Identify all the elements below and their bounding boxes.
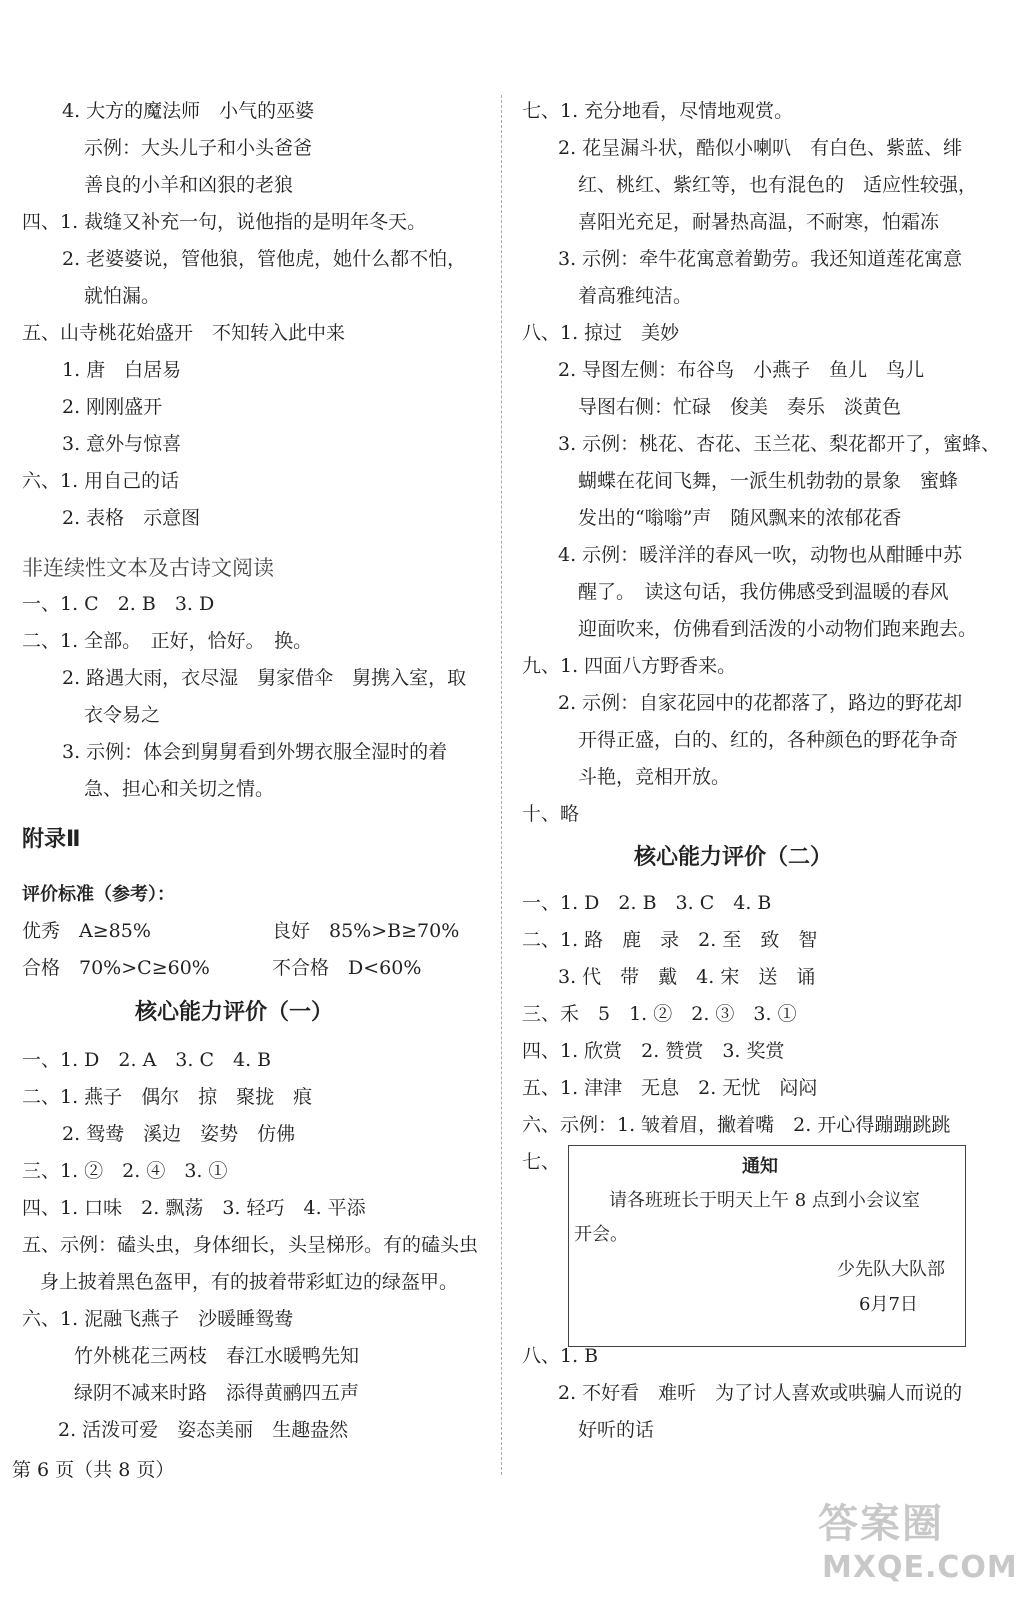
answer-line: 2. 导图左侧：布谷鸟 小燕子 鱼儿 鸟儿 bbox=[558, 359, 925, 381]
answer-line: 五、山寺桃花始盛开 不知转入此中来 bbox=[22, 322, 346, 344]
answer-line: 六、1. 用自己的话 bbox=[22, 470, 180, 492]
answer-line: 二、1. 路 鹿 录 2. 至 致 智 bbox=[522, 929, 818, 951]
answer-line: 蝴蝶在花间飞舞，一派生机勃勃的景象 蜜蜂 bbox=[578, 470, 959, 492]
grade-good: 良好 85%>B≥70% bbox=[272, 920, 460, 942]
answer-line: 3. 示例：体会到舅舅看到外甥衣服全湿时的着 bbox=[62, 741, 448, 763]
appendix-heading: 附录Ⅱ bbox=[22, 827, 81, 852]
column-divider bbox=[501, 95, 502, 1475]
answer-line: 身上披着黑色盔甲，有的披着带彩虹边的绿盔甲。 bbox=[40, 1271, 459, 1293]
answer-line: 三、禾 5 1. ② 2. ③ 3. ① bbox=[522, 1003, 797, 1025]
answer-line: 急、担心和关切之情。 bbox=[84, 778, 275, 800]
answer-line: 一、1. D 2. B 3. C 4. B bbox=[522, 892, 772, 914]
grade-fail: 不合格 D<60% bbox=[272, 957, 422, 979]
answer-line: 一、1. C 2. B 3. D bbox=[22, 593, 215, 615]
notice-date: 6月7日 bbox=[859, 1294, 918, 1315]
notice-signature: 少先队大队部 bbox=[837, 1259, 945, 1280]
answer-line: 七、 bbox=[522, 1151, 561, 1173]
answer-line: 示例：大头儿子和小头爸爸 bbox=[84, 137, 313, 159]
standard-heading: 评价标准（参考）： bbox=[22, 884, 175, 905]
answer-line: 四、1. 裁缝又补充一句，说他指的是明年冬天。 bbox=[22, 211, 427, 233]
answer-line: 发出的“嗡嗡”声 随风飘来的浓郁花香 bbox=[578, 507, 902, 529]
answer-line: 八、1. B bbox=[522, 1345, 599, 1367]
answer-line: 2. 不好看 难听 为了讨人喜欢或哄骗人而说的 bbox=[558, 1382, 963, 1404]
notice-body-line: 开会。 bbox=[574, 1224, 628, 1245]
watermark-logo bbox=[818, 1492, 1018, 1592]
answer-line: 3. 示例：牵牛花寓意着勤劳。我还知道莲花寓意 bbox=[558, 248, 963, 270]
answer-line: 红、桃红、紫红等，也有混色的 适应性较强， bbox=[578, 174, 978, 196]
answer-line: 2. 活泼可爱 姿态美丽 生趣盎然 bbox=[58, 1419, 349, 1441]
answer-line: 五、1. 津津 无息 2. 无忧 闷闷 bbox=[522, 1077, 818, 1099]
section-heading: 非连续性文本及古诗文阅读 bbox=[22, 556, 274, 580]
answer-line: 1. 唐 白居易 bbox=[62, 359, 182, 381]
answer-line: 九、1. 四面八方野香来。 bbox=[522, 655, 737, 677]
answer-line: 导图右侧：忙碌 俊美 奏乐 淡黄色 bbox=[578, 396, 902, 418]
answer-line: 衣令易之 bbox=[84, 704, 161, 726]
answer-line: 十、略 bbox=[522, 803, 580, 825]
answer-line: 四、1. 口味 2. 飘荡 3. 轻巧 4. 平添 bbox=[22, 1197, 366, 1219]
notice-body-line: 请各班班长于明天上午 8 点到小会议室 bbox=[609, 1190, 920, 1211]
answer-line: 2. 鸳鸯 溪边 姿势 仿佛 bbox=[62, 1123, 296, 1145]
answer-line: 2. 老婆婆说，管他狼，管他虎，她什么都不怕， bbox=[62, 248, 467, 270]
notice-title: 通知 bbox=[742, 1156, 778, 1177]
grade-pass: 合格 70%>C≥60% bbox=[22, 957, 210, 979]
answer-line: 竹外桃花三两枝 春江水暖鸭先知 bbox=[74, 1345, 360, 1367]
notice-box bbox=[568, 1145, 966, 1347]
answer-line: 二、1. 全部。 正好，恰好。 换。 bbox=[22, 630, 313, 652]
answer-line: 2. 示例：自家花园中的花都落了，路边的野花却 bbox=[558, 692, 963, 714]
answer-line: 六、示例：1. 皱着眉，撇着嘴 2. 开心得蹦蹦跳跳 bbox=[522, 1114, 951, 1136]
watermark-text: 答案圈 bbox=[818, 1501, 944, 1547]
answer-line: 善良的小羊和凶狠的老狼 bbox=[84, 174, 294, 196]
answer-line: 2. 路遇大雨，衣尽湿 舅家借伞 舅携入室，取 bbox=[62, 667, 467, 689]
answer-line: 就怕漏。 bbox=[84, 285, 161, 307]
answer-line: 七、1. 充分地看，尽情地观赏。 bbox=[522, 100, 794, 122]
answer-line: 2. 表格 示意图 bbox=[62, 507, 201, 529]
answer-line: 五、示例：磕头虫，身体细长，头呈梯形。有的磕头虫 bbox=[22, 1234, 479, 1256]
answer-line: 4. 示例：暖洋洋的春风一吹，动物也从酣睡中苏 bbox=[558, 544, 963, 566]
answer-line: 四、1. 欣赏 2. 赞赏 3. 奖赏 bbox=[522, 1040, 785, 1062]
answer-line: 好听的话 bbox=[578, 1419, 655, 1441]
answer-line: 喜阳光充足，耐暑热高温，不耐寒，怕霜冻 bbox=[578, 211, 940, 233]
answer-line: 3. 代 带 戴 4. 宋 送 诵 bbox=[558, 966, 816, 988]
answer-line: 二、1. 燕子 偶尔 掠 聚拢 痕 bbox=[22, 1086, 313, 1108]
page-number: 第 6 页（共 8 页） bbox=[12, 1459, 175, 1481]
answer-line: 六、1. 泥融飞燕子 沙暖睡鸳鸯 bbox=[22, 1308, 294, 1330]
answer-line: 3. 示例：桃花、杏花、玉兰花、梨花都开了，蜜蜂、 bbox=[558, 433, 1001, 455]
answer-line: 开得正盛，白的、红的，各种颜色的野花争奇 bbox=[578, 729, 959, 751]
answer-line: 4. 大方的魔法师 小气的巫婆 bbox=[62, 100, 315, 122]
answer-line: 斗艳，竞相开放。 bbox=[578, 766, 731, 788]
answer-line: 2. 刚刚盛开 bbox=[62, 396, 163, 418]
answer-line: 醒了。 读这句话，我仿佛感受到温暖的春风 bbox=[578, 581, 949, 603]
answer-line: 2. 花呈漏斗状，酷似小喇叭 有白色、紫蓝、绯 bbox=[558, 137, 963, 159]
answer-line: 着高雅纯洁。 bbox=[578, 285, 693, 307]
grade-excellent: 优秀 A≥85% bbox=[22, 920, 151, 942]
answer-line: 三、1. ② 2. ④ 3. ① bbox=[22, 1160, 228, 1182]
answer-line: 绿阴不减来时路 添得黄鹂四五声 bbox=[74, 1382, 360, 1404]
evaluation-heading-2: 核心能力评价（二） bbox=[634, 845, 833, 870]
answer-line: 迎面吹来，仿佛看到活泼的小动物们跑来跑去。 bbox=[578, 618, 978, 640]
evaluation-heading-1: 核心能力评价（一） bbox=[135, 1000, 334, 1025]
watermark-url: MXQE.COM bbox=[822, 1550, 1018, 1585]
answer-line: 一、1. D 2. A 3. C 4. B bbox=[22, 1049, 272, 1071]
answer-line: 八、1. 掠过 美妙 bbox=[522, 322, 680, 344]
answer-line: 3. 意外与惊喜 bbox=[62, 433, 182, 455]
